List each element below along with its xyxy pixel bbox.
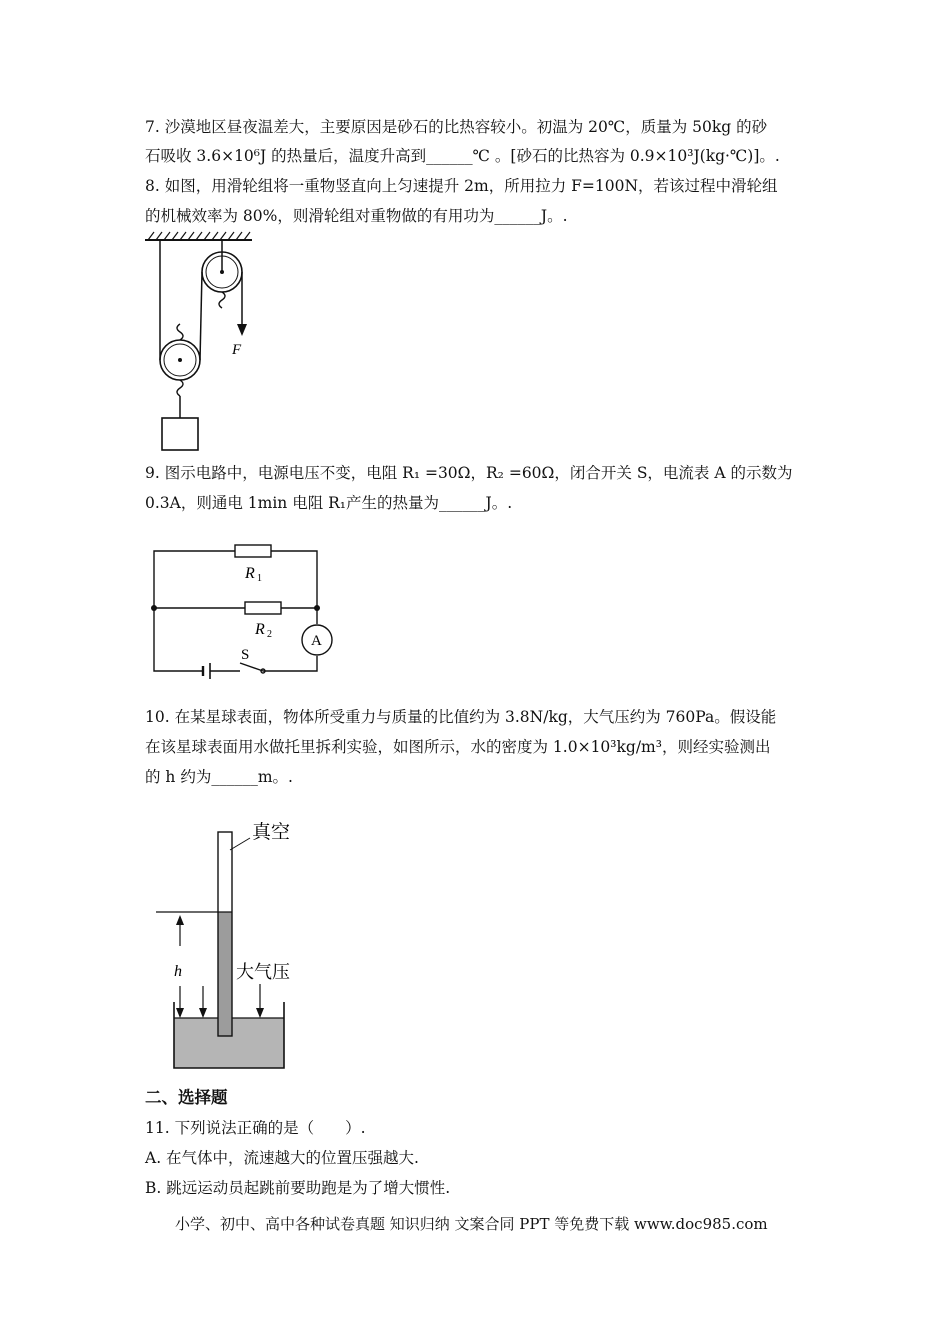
q9-line-1: 9. 图示电路中，电源电压不变，电阻 R₁ =30Ω，R₂ =60Ω，闭合开关 S，电流表 A 的示数为 (145, 464, 793, 482)
q7-line-1: 7. 沙漠地区昼夜温差大，主要原因是砂石的比热容较小。初温为 20℃，质量为 50kg 的砂 (145, 118, 768, 136)
page-footer: 小学、初中、高中各种试卷真题 知识归纳 文案合同 PPT 等免费下载 www.doc985.com (175, 1215, 768, 1233)
q10-line-3: 的 h 约为______m。. (145, 768, 293, 786)
r2-subscript: 2 (267, 629, 272, 640)
switch-label: S (241, 647, 250, 663)
q8-line-2: 的机械效率为 80%，则滑轮组对重物做的有用功为______J。. (145, 207, 568, 225)
weight-block (162, 418, 198, 450)
q8-line-1: 8. 如图，用滑轮组将一重物竖直向上匀速提升 2m，所用拉力 F=100N，若该过程中滑轮组 (145, 177, 778, 195)
r1-subscript: 1 (257, 573, 262, 584)
pulley-figure (140, 228, 270, 458)
circuit-figure (145, 535, 345, 685)
r1-label: R (245, 565, 255, 582)
vacuum-label: 真空 (252, 822, 291, 843)
q11-option-b: B. 跳远运动员起跳前要助跑是为了增大惯性. (145, 1179, 451, 1197)
ammeter-label: A (311, 633, 322, 649)
q7-line-2: 石吸收 3.6×10⁶J 的热量后，温度升高到______℃ 。[砂石的比热容为 0.9×10³J(kg·℃)]。. (145, 147, 780, 165)
section-heading: 二、选择题 (145, 1088, 228, 1107)
q9-line-2: 0.3A，则通电 1min 电阻 R₁产生的热量为______J。. (145, 494, 513, 512)
height-label: h (174, 963, 182, 980)
force-label: F (232, 342, 242, 358)
r2-label: R (255, 621, 265, 638)
q11-stem: 11. 下列说法正确的是（ ）. (145, 1119, 366, 1137)
switch-S (240, 663, 263, 671)
resistor-r1 (235, 545, 271, 557)
q11-option-a: A. 在气体中，流速越大的位置压强越大. (145, 1149, 419, 1167)
q10-line-1: 10. 在某星球表面，物体所受重力与质量的比值约为 3.8N/kg，大气压约为 760Pa。假设能 (145, 708, 777, 726)
resistor-r2 (245, 602, 281, 614)
atmosphere-label: 大气压 (236, 962, 290, 982)
q10-line-2: 在该星球表面用水做托里拆利实验，如图所示，水的密度为 1.0×10³kg/m³，则经实验测出 (145, 738, 771, 756)
torricelli-figure (150, 822, 350, 1074)
